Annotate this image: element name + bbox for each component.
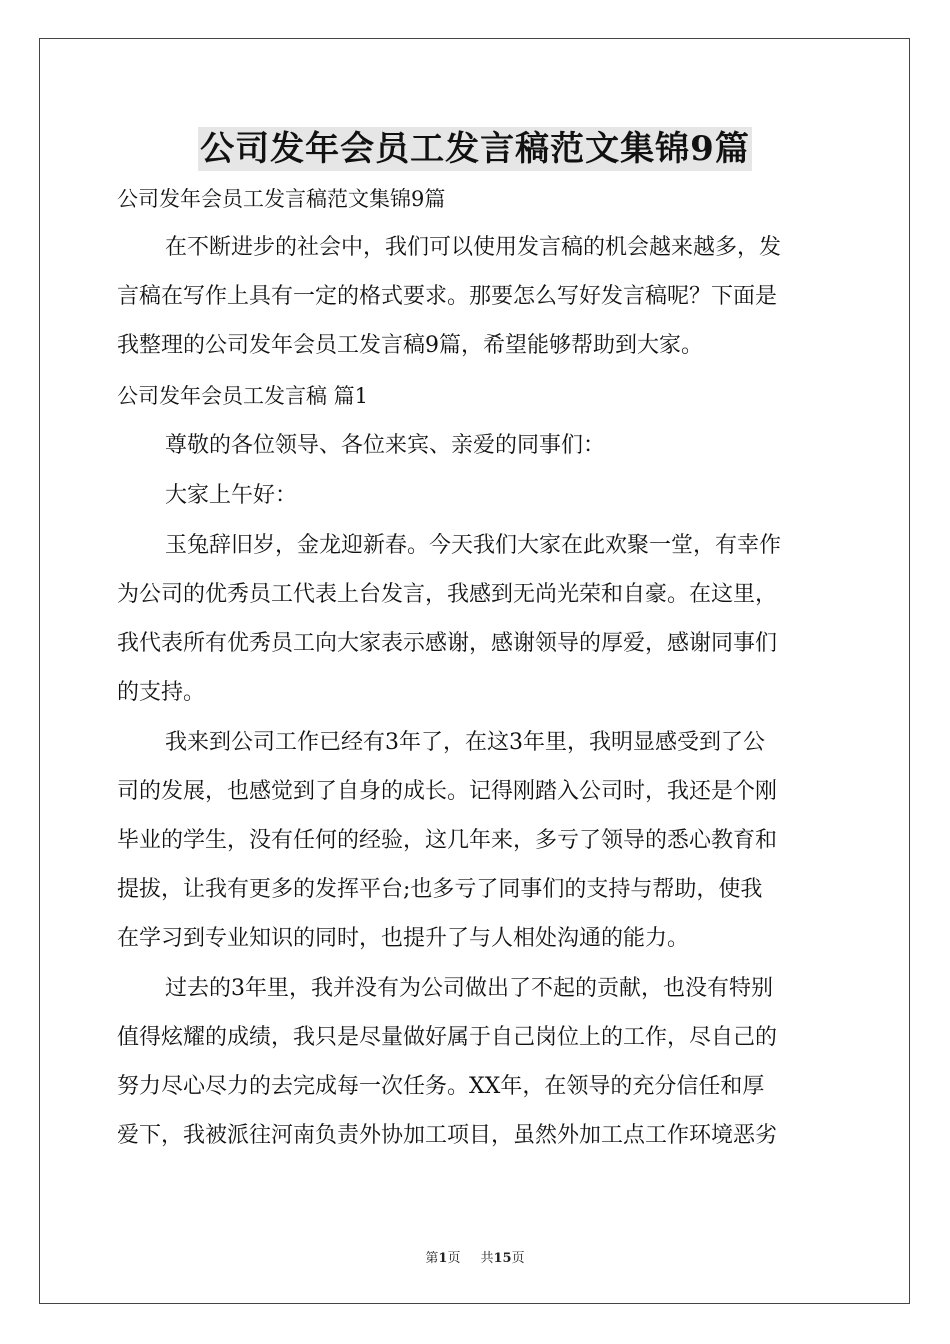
page-total-suffix: 页 xyxy=(511,1251,525,1266)
section-heading: 公司发年会员工发言稿 篇1 xyxy=(117,384,369,408)
intro-line: 我整理的公司发年会员工发言稿9篇，希望能够帮助到大家。 xyxy=(117,333,703,358)
page-footer xyxy=(0,1250,950,1268)
paragraph-line: 爱下，我被派往河南负责外协加工项目，虽然外加工点工作环境恶劣 xyxy=(117,1123,778,1148)
page-number-total: 15 xyxy=(493,1251,512,1266)
paragraph-line: 努力尽心尽力的去完成每一次任务。XX年，在领导的充分信任和厚 xyxy=(117,1074,765,1099)
paragraph-line: 我代表所有优秀员工向大家表示感谢，感谢领导的厚爱，感谢同事们 xyxy=(117,631,778,656)
paragraph-line: 玉兔辞旧岁，金龙迎新春。今天我们大家在此欢聚一堂，有幸作 xyxy=(165,533,782,558)
page-total-prefix: 共 xyxy=(480,1251,494,1266)
page-number-prefix: 第 xyxy=(425,1251,439,1266)
salutation: 尊敬的各位领导、各位来宾、亲爱的同事们： xyxy=(165,433,606,458)
paragraph-line: 司的发展，也感觉到了自身的成长。记得刚踏入公司时，我还是个刚 xyxy=(117,779,778,804)
page-number-suffix: 页 xyxy=(447,1251,461,1266)
paragraph-line: 值得炫耀的成绩，我只是尽量做好属于自己岗位上的工作，尽自己的 xyxy=(117,1025,778,1050)
title-container xyxy=(0,127,950,171)
paragraph-line: 为公司的优秀员工代表上台发言，我感到无尚光荣和自豪。在这里， xyxy=(117,582,778,607)
document-subtitle: 公司发年会员工发言稿范文集锦9篇 xyxy=(117,187,446,211)
paragraph-line: 提拔，让我有更多的发挥平台;也多亏了同事们的支持与帮助，使我 xyxy=(117,877,763,902)
intro-line: 言稿在写作上具有一定的格式要求。那要怎么写好发言稿呢？下面是 xyxy=(117,284,778,309)
page-number-current: 1 xyxy=(438,1251,448,1266)
paragraph-line: 我来到公司工作已经有3年了，在这3年里，我明显感受到了公 xyxy=(165,730,765,755)
paragraph-line: 在学习到专业知识的同时，也提升了与人相处沟通的能力。 xyxy=(117,926,690,951)
document-title: 公司发年会员工发言稿范文集锦9篇 xyxy=(200,129,750,169)
intro-line: 在不断进步的社会中，我们可以使用发言稿的机会越来越多，发 xyxy=(165,235,782,260)
paragraph-line: 过去的3年里，我并没有为公司做出了不起的贡献，也没有特别 xyxy=(165,976,773,1001)
paragraph-line: 毕业的学生，没有任何的经验，这几年来，多亏了领导的悉心教育和 xyxy=(117,828,778,853)
greeting: 大家上午好： xyxy=(165,483,298,508)
paragraph-line: 的支持。 xyxy=(117,680,206,705)
document-body xyxy=(117,182,833,1153)
